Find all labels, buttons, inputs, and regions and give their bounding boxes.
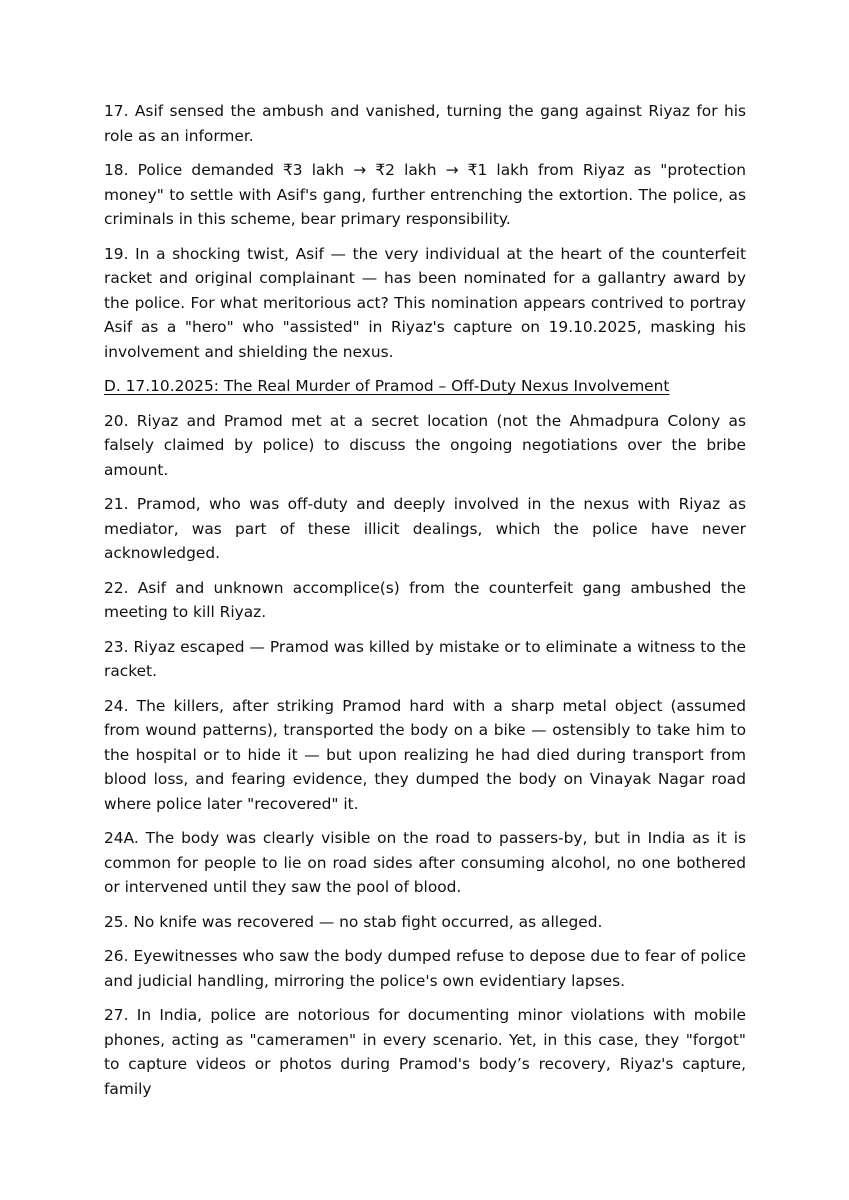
paragraph-18: 18. Police demanded ₹3 lakh → ₹2 lakh → ₹1 lakh from Riyaz as "protection money" to settle with Asif's gang, further entrenching the extortion. The police, as criminals in this scheme, bear primary responsibility. bbox=[104, 161, 746, 228]
paragraph-21: 21. Pramod, who was off-duty and deeply involved in the nexus with Riyaz as mediator, was part of these illicit dealings, which the police have never acknowledged. bbox=[104, 495, 746, 562]
paragraph-24a: 24A. The body was clearly visible on the road to passers-by, but in India as it is common for people to lie on road sides after consuming alcohol, no one bothered or intervened until they saw the pool of blood. bbox=[104, 829, 746, 896]
section-heading-d: D. 17.10.2025: The Real Murder of Pramod – Off-Duty Nexus Involvement bbox=[104, 377, 670, 395]
paragraph-20: 20. Riyaz and Pramod met at a secret location (not the Ahmadpura Colony as falsely claimed by police) to discuss the ongoing negotiations over the bribe amount. bbox=[104, 411, 746, 479]
paragraph-22: 22. Asif and unknown accomplice(s) from the counterfeit gang ambushed the meeting to kill Riyaz. bbox=[104, 578, 746, 621]
paragraph-24: 24. The killers, after striking Pramod hard with a sharp metal object (assumed from wound patterns), transported the body on a bike — ostensibly to take him to the hospital or to hide it — but upon realizing he had died during transport from blood loss, and fearing evidence, they dumped the body on Vinayak Nagar road where police later "recovered" it. bbox=[104, 696, 746, 813]
paragraph-17: 17. Asif sensed the ambush and vanished, turning the gang against Riyaz for his role as an informer. bbox=[104, 102, 746, 145]
paragraph-23: 23. Riyaz escaped — Pramod was killed by mistake or to eliminate a witness to the racket. bbox=[104, 637, 746, 680]
paragraph-19: 19. In a shocking twist, Asif — the very individual at the heart of the counterfeit racket and original complainant — has been nominated for a gallantry award by the police. For what meritorious act? This nomination appears contrived to portray Asif as a "hero" who "assisted" in Riyaz's capture on 19.10.2025, masking his involvement and shielding the nexus. bbox=[104, 244, 746, 361]
paragraph-25: 25. No knife was recovered — no stab fight occurred, as alleged. bbox=[104, 912, 603, 931]
paragraph-26: 26. Eyewitnesses who saw the body dumped refuse to depose due to fear of police and judicial handling, mirroring the police's own evidentiary lapses. bbox=[104, 947, 746, 990]
paragraph-27: 27. In India, police are notorious for documenting minor violations with mobile phones, acting as "cameramen" in every scenario. Yet, in this case, they "forgot" to capture videos or photos during Pramod's body’s recovery, Riyaz's capture, family bbox=[104, 1006, 746, 1098]
document-page bbox=[104, 99, 746, 1111]
